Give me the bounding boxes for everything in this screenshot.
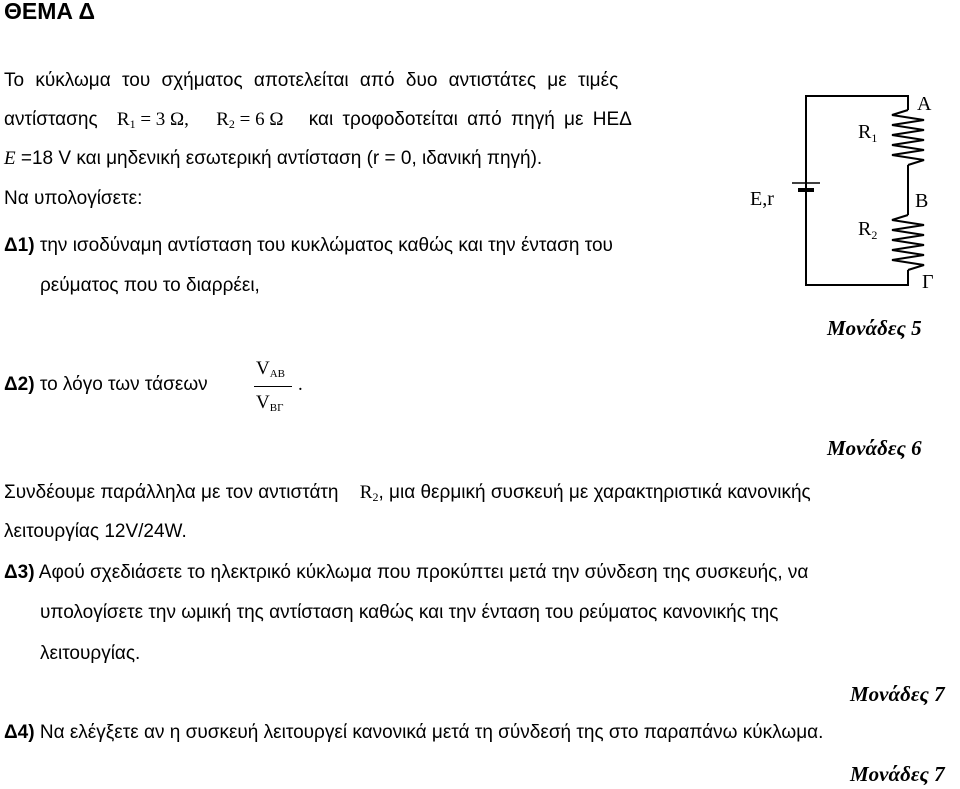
- node-b-label: B: [915, 190, 929, 212]
- bottom-wire: [806, 198, 908, 285]
- r2-label: $R_2$: [858, 218, 878, 242]
- r2-resistor-icon: [892, 215, 924, 270]
- connect-line-1: Συνδέουμε παράλληλα με τον αντιστάτη $R_2$, μια θερμική συσκευή με χαρακτηριστικά κανονικής: [4, 482, 811, 504]
- circuit-diagram: [740, 80, 960, 305]
- intro-line-1: Το κύκλωμα του σχήματος αποτελείται από δυο αντιστάτες με τιμές: [4, 70, 619, 91]
- r1-value: $R_1 = 3$ Ω,: [116, 109, 189, 131]
- d3-line-1: Δ3) Αφού σχεδιάσετε το ηλεκτρικό κύκλωμα που προκύπτει μετά την σύνδεση της συσκευής, να: [4, 562, 809, 583]
- d1-line-2: ρεύματος που το διαρρέει,: [40, 275, 260, 296]
- r1-label: $R_1$: [858, 121, 878, 145]
- connect-line-2: λειτουργίας 12V/24W.: [4, 521, 187, 542]
- source-label: E,r: [750, 188, 774, 210]
- intro-line-3: E =18 V και μηδενική εσωτερική αντίσταση (r = 0, ιδανική πηγή).: [4, 148, 543, 169]
- d2-numerator: $V_{AB}$: [256, 358, 286, 380]
- fraction-bar: [254, 386, 292, 387]
- d1-line-1: Δ1) την ισοδύναμη αντίσταση του κυκλώματος καθώς και την ένταση του: [4, 235, 613, 256]
- d2-line: Δ2) το λόγο των τάσεων: [4, 374, 208, 395]
- d2-denominator: $V_{B\Gamma}$: [256, 392, 284, 414]
- d2-dot: .: [298, 374, 303, 395]
- d3-units: Μονάδες 7: [850, 682, 945, 706]
- d2-units: Μονάδες 6: [827, 436, 922, 460]
- d3-line-3: λειτουργίας.: [40, 643, 141, 664]
- node-c-label: Γ: [922, 271, 934, 293]
- page-title: ΘΕΜΑ Δ: [4, 0, 96, 24]
- d4-line: Δ4) Να ελέγξετε αν η συσκευή λειτουργεί κανονικά μετά τη σύνδεσή της στο παραπάνω κύκλωμα.: [4, 722, 824, 743]
- top-wire: [806, 96, 908, 190]
- r1-resistor-icon: [892, 110, 924, 165]
- d1-units: Μονάδες 5: [827, 316, 922, 340]
- d3-line-2: υπολογίσετε την ωμική της αντίσταση καθώς και την ένταση του ρεύματος κανονικής της: [40, 602, 779, 623]
- r2-value: $R_2 = 6$ Ω: [216, 109, 284, 131]
- intro-line-4: Να υπολογίσετε:: [4, 188, 143, 209]
- intro-line-2: αντίστασης $R_1 = 3$ Ω, $R_2 = 6$ Ω και τροφοδοτείται από πηγή με ΗΕΔ: [4, 109, 632, 131]
- node-a-label: A: [917, 93, 932, 115]
- d4-units: Μονάδες 7: [850, 762, 945, 786]
